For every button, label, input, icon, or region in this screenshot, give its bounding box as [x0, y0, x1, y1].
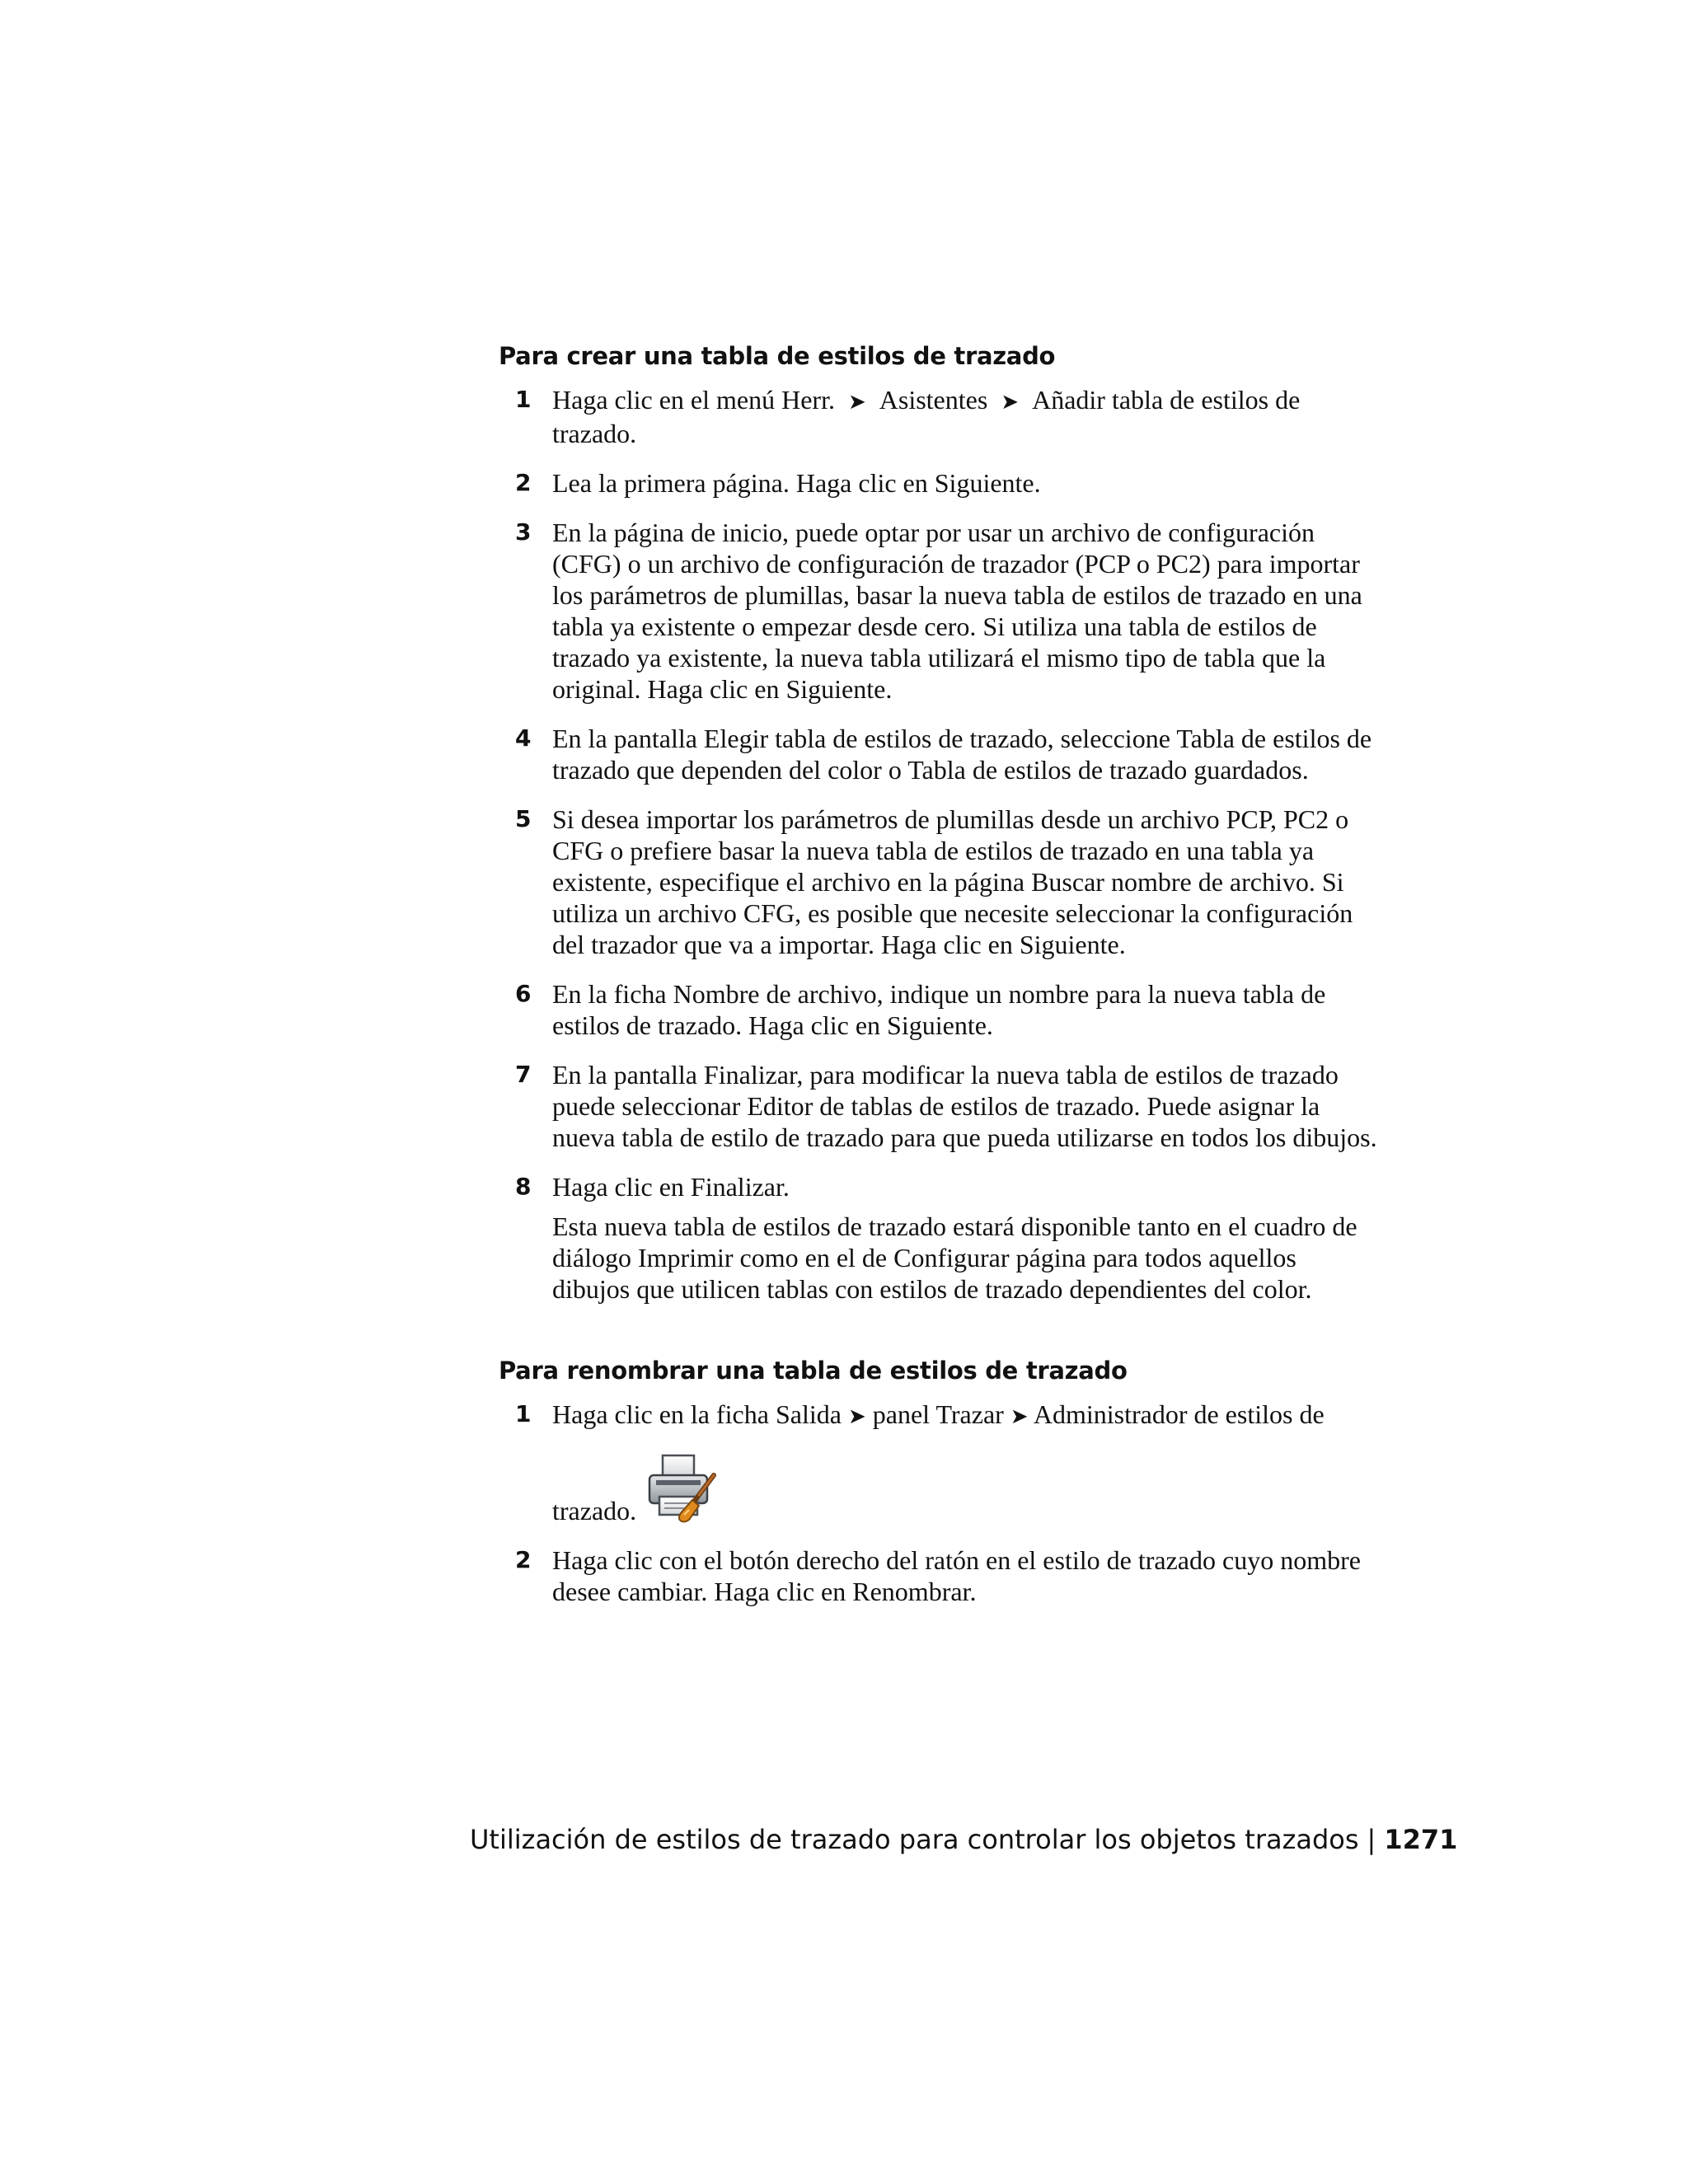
plot-style-manager-icon [645, 1451, 720, 1526]
steps-list-rename [499, 1399, 1381, 1607]
step-text-part: Haga clic en la ficha Salida [552, 1399, 842, 1429]
step-text [552, 1451, 1381, 1526]
step-text-part: Administrador de estilos de [1033, 1399, 1325, 1429]
step-text: Si desea importar los parámetros de plumillas desde un archivo PCP, PC2 o CFG o prefiere basar la nueva tabla de estilos de trazado en una tabla ya existente, especifique el archivo en la página Buscar nombre de archivo. Si utiliza un archivo CFG, es posible que necesite seleccionar la configuración del trazador que va a importar. Haga clic en Siguiente. [552, 804, 1353, 959]
list-item [499, 517, 1381, 705]
step-number: 1 [515, 1400, 532, 1427]
section-heading-rename: Para renombrar una tabla de estilos de trazado [499, 1357, 1128, 1385]
step-number: 6 [515, 980, 532, 1007]
step-body [552, 384, 1381, 449]
page-number: 1271 [1384, 1824, 1458, 1855]
step-number: 4 [515, 724, 532, 752]
step-note: Esta nueva tabla de estilos de trazado estará disponible tanto en el cuadro de diálogo Imprimir como en el de Configurar página para todos aquellos dibujos que utilicen tablas con estilos de trazado dependientes del color. [552, 1212, 1357, 1304]
step-number: 7 [515, 1061, 532, 1088]
list-item [499, 384, 1381, 449]
step-text: En la ficha Nombre de archivo, indique un nombre para la nueva tabla de estilos de trazado. Haga clic en Siguiente. [552, 979, 1326, 1040]
step-body [552, 517, 1381, 705]
section-heading-create: Para crear una tabla de estilos de trazado [499, 342, 1056, 370]
step-body [552, 1171, 1381, 1305]
step-text: En la pantalla Finalizar, para modificar la nueva tabla de estilos de trazado puede seleccionar Editor de tablas de estilos de trazado. Puede asignar la nueva tabla de estilo de trazado para que pueda utilizarse en todos los dibujos. [552, 1060, 1377, 1152]
step-text: Haga clic en Finalizar. [552, 1172, 790, 1202]
step-number: 2 [515, 1546, 532, 1573]
arrow-icon: ➤ [1001, 390, 1020, 415]
step-text-part: Haga clic en el menú Herr. [552, 385, 835, 415]
step-number: 1 [515, 386, 532, 413]
step-body [552, 723, 1381, 785]
step-body [552, 1544, 1381, 1607]
step-text: Lea la primera página. Haga clic en Siguiente. [552, 468, 1041, 498]
footer-separator: | [1367, 1824, 1376, 1855]
list-item [499, 1059, 1381, 1153]
arrow-icon: ➤ [1010, 1404, 1029, 1429]
step-body [552, 1059, 1381, 1153]
list-item [499, 1544, 1381, 1607]
section-gap [499, 1323, 1381, 1354]
step-text-part: Asistentes [879, 385, 988, 415]
arrow-icon: ➤ [847, 390, 866, 415]
step-text: Haga clic con el botón derecho del ratón en el estilo de trazado cuyo nombre desee cambiar. Haga clic en Renombrar. [552, 1545, 1361, 1606]
step-text [552, 384, 1381, 449]
list-item [499, 1171, 1381, 1305]
step-number: 2 [515, 469, 532, 496]
page-content [499, 340, 1381, 1625]
list-item [499, 467, 1381, 499]
step-text-part: panel Trazar [872, 1399, 1004, 1429]
footer-title: Utilización de estilos de trazado para controlar los objetos trazados [470, 1824, 1359, 1855]
step-text: En la página de inicio, puede optar por usar un archivo de configuración (CFG) o un archivo de configuración de trazador (PCP o PC2) para importar los parámetros de plumillas, basar la nueva tabla de estilos de trazado en una tabla ya existente o empezar desde cero. Si utiliza una tabla de estilos de trazado ya existente, la nueva tabla utilizará el mismo tipo de tabla que la original. Haga clic en Siguiente. [552, 518, 1362, 704]
list-item [499, 723, 1381, 785]
steps-list-create [499, 384, 1381, 1305]
step-text: En la pantalla Elegir tabla de estilos de trazado, seleccione Tabla de estilos de trazado que dependen del color o Tabla de estilos de trazado guardados. [552, 724, 1372, 785]
arrow-icon: ➤ [847, 1404, 866, 1429]
step-text-part: trazado. [552, 1496, 637, 1526]
step-number: 3 [515, 518, 532, 546]
step-body [552, 1399, 1381, 1526]
step-body [552, 804, 1381, 960]
page-footer [470, 1821, 1458, 1858]
step-number: 5 [515, 805, 532, 832]
step-body [552, 467, 1381, 499]
step-text-part: Añadir tabla de estilos de trazado. [552, 385, 1301, 448]
list-item [499, 804, 1381, 960]
step-number: 8 [515, 1173, 532, 1200]
step-body [552, 978, 1381, 1041]
step-text [552, 1399, 1381, 1432]
list-item [499, 1399, 1381, 1526]
list-item [499, 978, 1381, 1041]
